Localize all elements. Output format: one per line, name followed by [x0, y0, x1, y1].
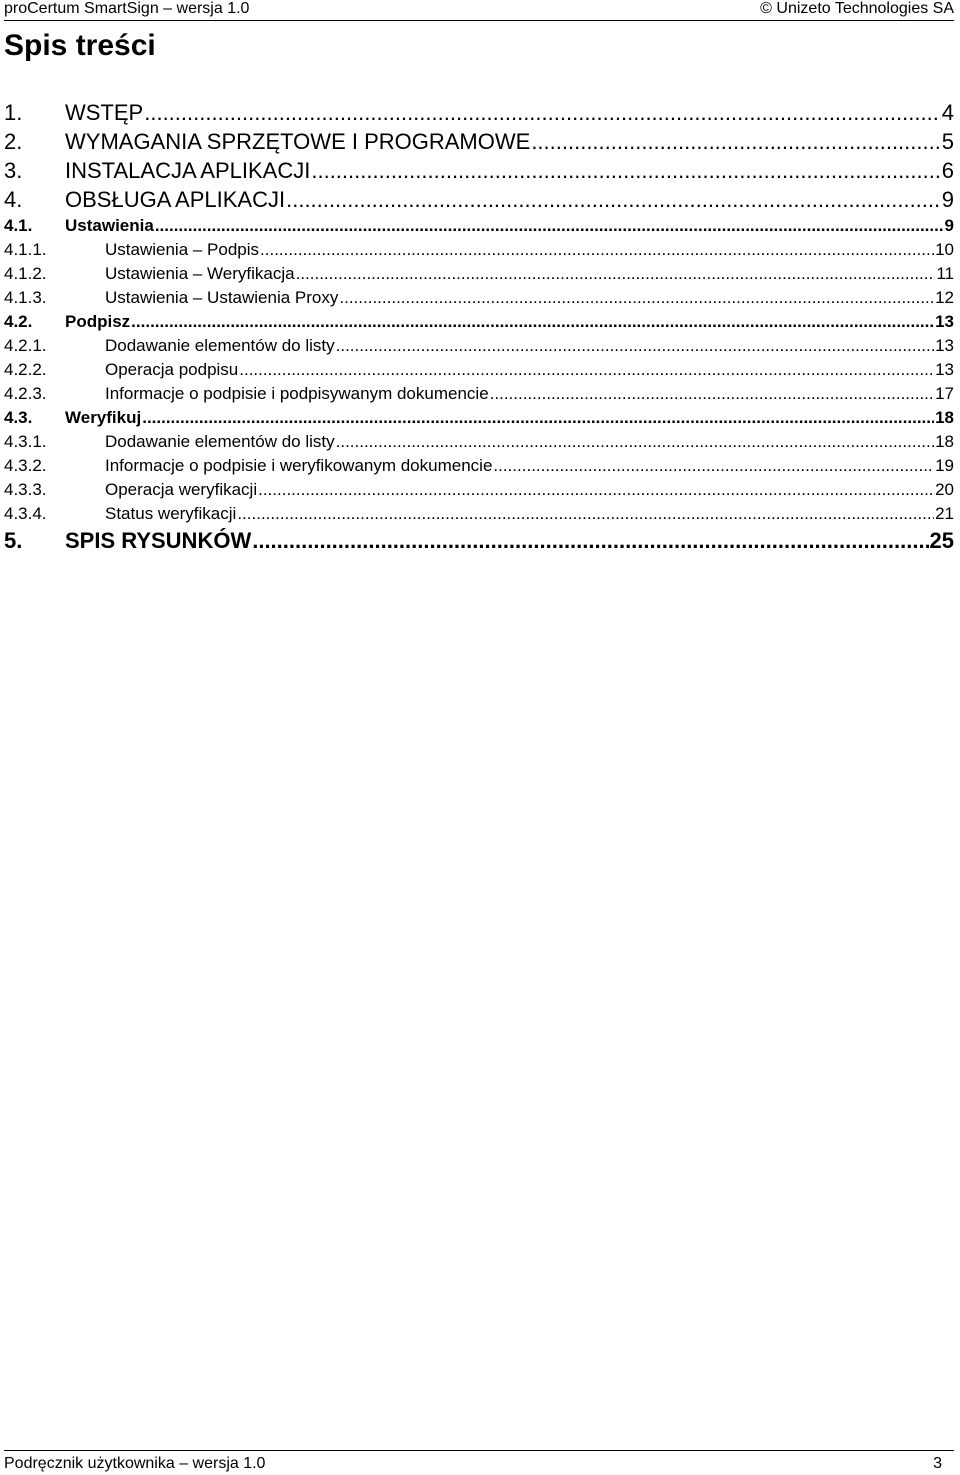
page-header — [4, 0, 954, 21]
header-copyright: © Unizeto Technologies SA — [760, 0, 954, 17]
toc-dot-leader — [336, 430, 934, 454]
toc-dot-leader — [336, 334, 934, 358]
toc-entry-number: 2. — [4, 129, 23, 154]
toc-entry[interactable] — [4, 382, 954, 406]
toc-entry-number: 1. — [4, 100, 23, 125]
toc-entry-number: 4. — [4, 187, 23, 212]
toc-dot-leader — [311, 156, 940, 185]
toc-dot-leader — [252, 526, 928, 555]
toc-entry-number: 5. — [4, 528, 23, 553]
toc-entry-page: 11 — [936, 264, 954, 283]
toc-entry-page: 20 — [935, 480, 954, 499]
toc-dot-leader — [286, 185, 941, 214]
toc-entry-page: 10 — [935, 240, 954, 259]
toc-entry-page: 13 — [935, 312, 954, 331]
header-document-title: proCertum SmartSign – wersja 1.0 — [4, 0, 250, 17]
toc-dot-leader — [493, 454, 934, 478]
toc-entry-number: 4.2.3. — [4, 384, 47, 403]
toc-entry-page: 4 — [941, 100, 954, 125]
page-title: Spis treści — [4, 29, 156, 62]
toc-dot-leader — [155, 214, 944, 238]
toc-entry-label: Weryfikuj — [65, 408, 142, 427]
toc-dot-leader — [142, 406, 934, 430]
toc-entry-label: OBSŁUGA APLIKACJI — [65, 187, 286, 212]
toc-entry[interactable] — [4, 286, 954, 310]
toc-entry-page: 5 — [941, 129, 954, 154]
toc-entry-label: SPIS RYSUNKÓW — [65, 528, 252, 553]
toc-entry[interactable] — [4, 238, 954, 262]
toc-entry-number: 4.2. — [4, 312, 33, 331]
toc-entry-number: 4.1. — [4, 216, 33, 235]
toc-entry-number: 4.2.2. — [4, 360, 47, 379]
toc-entry-label: Ustawienia – Ustawienia Proxy — [105, 288, 339, 307]
toc-entry-number: 4.3.3. — [4, 480, 47, 499]
toc-entry-page: 13 — [935, 336, 954, 355]
toc-entry-page: 17 — [935, 384, 954, 403]
toc-entry-label: Status weryfikacji — [105, 504, 237, 523]
toc-entry-number: 4.1.2. — [4, 264, 47, 283]
toc-entry[interactable] — [4, 502, 954, 526]
toc-entry-page: 18 — [935, 408, 954, 427]
toc-dot-leader — [260, 238, 934, 262]
toc-entry-label: INSTALACJA APLIKACJI — [65, 158, 311, 183]
toc-entry-page: 9 — [941, 187, 954, 212]
toc-entry[interactable] — [4, 310, 954, 334]
toc-entry-label: Ustawienia – Podpis — [105, 240, 260, 259]
toc-dot-leader — [296, 262, 936, 286]
toc-entry-page: 25 — [929, 528, 954, 553]
toc-entry[interactable] — [4, 156, 954, 185]
toc-entry-number: 4.3. — [4, 408, 33, 427]
toc-dot-leader — [339, 286, 934, 310]
toc-entry-label: WSTĘP — [65, 100, 144, 125]
toc-entry[interactable] — [4, 262, 954, 286]
toc-entry-label: Dodawanie elementów do listy — [105, 432, 335, 451]
toc-entry-number: 4.3.4. — [4, 504, 47, 523]
toc-dot-leader — [490, 382, 934, 406]
toc-entry-number: 4.1.3. — [4, 288, 47, 307]
toc-entry[interactable] — [4, 430, 954, 454]
toc-entry-label: Dodawanie elementów do listy — [105, 336, 335, 355]
footer-page-number: 3 — [933, 1455, 942, 1472]
toc-entry-label: Ustawienia – Weryfikacja — [105, 264, 295, 283]
toc-entry[interactable] — [4, 526, 954, 555]
toc-dot-leader — [237, 502, 934, 526]
toc-entry-page: 6 — [941, 158, 954, 183]
toc-dot-leader — [258, 478, 934, 502]
toc-entry-number: 3. — [4, 158, 23, 183]
toc-dot-leader — [531, 127, 940, 156]
toc-entry-page: 13 — [935, 360, 954, 379]
toc-entry[interactable] — [4, 98, 954, 127]
toc-entry[interactable] — [4, 358, 954, 382]
toc-entry-label: Ustawienia — [65, 216, 154, 235]
toc-entry-label: Operacja weryfikacji — [105, 480, 258, 499]
toc-entry-number: 4.3.1. — [4, 432, 47, 451]
toc-entry-label: Podpisz — [65, 312, 131, 331]
toc-dot-leader — [239, 358, 934, 382]
table-of-contents — [4, 98, 954, 555]
footer-manual-title: Podręcznik użytkownika – wersja 1.0 — [4, 1455, 266, 1472]
toc-entry[interactable] — [4, 334, 954, 358]
toc-entry-label: Informacje o podpisie i weryfikowanym dokumencie — [105, 456, 493, 475]
toc-entry-page: 21 — [935, 504, 954, 523]
toc-entry-label: Informacje o podpisie i podpisywanym dokumencie — [105, 384, 489, 403]
toc-entry[interactable] — [4, 214, 954, 238]
toc-entry-page: 9 — [944, 216, 954, 235]
toc-entry-page: 12 — [935, 288, 954, 307]
toc-entry-number: 4.3.2. — [4, 456, 47, 475]
toc-dot-leader — [144, 98, 941, 127]
toc-entry-number: 4.1.1. — [4, 240, 47, 259]
toc-entry-label: Operacja podpisu — [105, 360, 239, 379]
toc-entry-number: 4.2.1. — [4, 336, 47, 355]
toc-entry[interactable] — [4, 185, 954, 214]
toc-entry-page: 18 — [935, 432, 954, 451]
toc-entry-label: WYMAGANIA SPRZĘTOWE I PROGRAMOWE — [65, 129, 531, 154]
toc-entry-page: 19 — [935, 456, 954, 475]
toc-dot-leader — [131, 310, 934, 334]
page-footer — [4, 1450, 954, 1475]
toc-entry[interactable] — [4, 127, 954, 156]
toc-entry[interactable] — [4, 406, 954, 430]
toc-entry[interactable] — [4, 454, 954, 478]
toc-entry[interactable] — [4, 478, 954, 502]
